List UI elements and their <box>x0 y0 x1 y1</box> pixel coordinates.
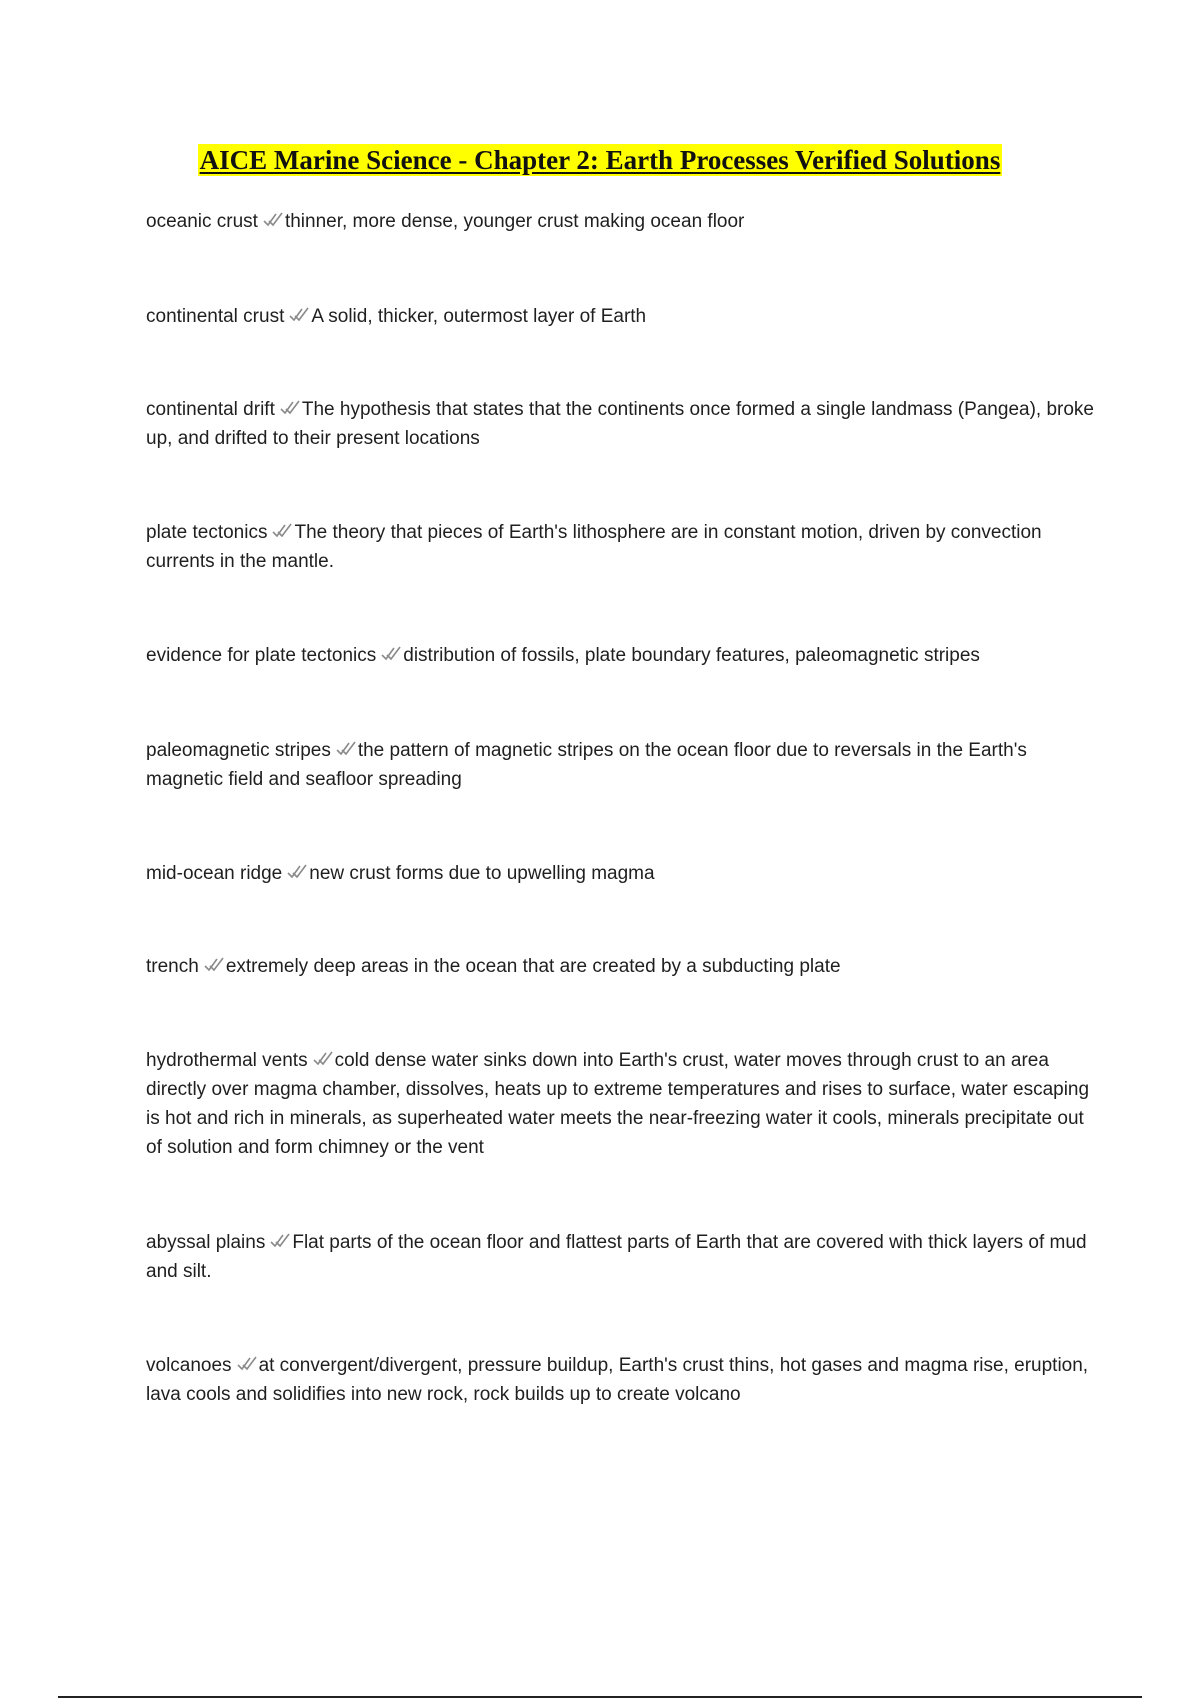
double-check-icon <box>312 1050 334 1068</box>
double-check-icon <box>279 399 301 417</box>
double-check-icon <box>335 740 357 758</box>
entry-volcanoes <box>146 1351 1096 1409</box>
entry-definition: The theory that pieces of Earth's lithosphere are in constant motion, driven by convection currents in the mantle. <box>146 522 1042 572</box>
footer-divider <box>58 1696 1142 1698</box>
title-container <box>0 144 1200 176</box>
double-check-icon <box>288 306 310 324</box>
entry-continental-crust <box>146 302 1096 331</box>
entry-abyssal-plains <box>146 1228 1096 1286</box>
entry-definition: distribution of fossils, plate boundary features, paleomagnetic stripes <box>403 645 980 666</box>
entry-term: continental crust <box>146 306 285 327</box>
entry-term: trench <box>146 956 199 977</box>
entry-plate-tectonics <box>146 518 1096 576</box>
entry-trench <box>146 952 1096 981</box>
entry-definition: the pattern of magnetic stripes on the ocean floor due to reversals in the Earth's magnetic field and seafloor spreading <box>146 740 1027 790</box>
entry-definition: thinner, more dense, younger crust making ocean floor <box>284 211 745 232</box>
entry-term: oceanic crust <box>146 211 258 232</box>
entry-oceanic-crust <box>146 207 1096 236</box>
entry-paleomagnetic-stripes <box>146 736 1096 794</box>
double-check-icon <box>203 956 225 974</box>
entry-definition: new crust forms due to upwelling magma <box>309 863 655 884</box>
double-check-icon <box>286 863 308 881</box>
double-check-icon <box>271 522 293 540</box>
entry-definition: extremely deep areas in the ocean that are created by a subducting plate <box>225 956 841 977</box>
entry-term: abyssal plains <box>146 1232 266 1253</box>
entry-hydrothermal-vents <box>146 1046 1096 1162</box>
entry-continental-drift <box>146 395 1096 453</box>
entry-definition: cold dense water sinks down into Earth's crust, water moves through crust to an area directly over magma chamber, dissolves, heats up to extreme temperatures and rises to surface, water escaping is hot and rich in minerals, as superheated water meets the near-freezing water it cools, minerals precipitate out of solution and form chimney or the vent <box>146 1050 1090 1158</box>
entry-term: evidence for plate tectonics <box>146 645 377 666</box>
entry-term: mid-ocean ridge <box>146 863 283 884</box>
entry-term: hydrothermal vents <box>146 1050 308 1071</box>
document-title: AICE Marine Science - Chapter 2: Earth Processes Verified Solutions <box>199 145 1001 175</box>
entry-term: plate tectonics <box>146 522 268 543</box>
entry-definition: Flat parts of the ocean floor and flattest parts of Earth that are covered with thick layers of mud and silt. <box>146 1232 1087 1282</box>
entry-term: paleomagnetic stripes <box>146 740 331 761</box>
entry-definition: The hypothesis that states that the continents once formed a single landmass (Pangea), broke up, and drifted to their present locations <box>146 399 1094 449</box>
double-check-icon <box>236 1355 258 1373</box>
entry-term: continental drift <box>146 399 275 420</box>
entry-definition: at convergent/divergent, pressure buildup, Earth's crust thins, hot gases and magma rise, eruption, lava cools and solidifies into new rock, rock builds up to create volcano <box>146 1355 1089 1405</box>
double-check-icon <box>269 1232 291 1250</box>
double-check-icon <box>262 211 284 229</box>
entry-term: volcanoes <box>146 1355 232 1376</box>
entry-definition: A solid, thicker, outermost layer of Earth <box>311 306 647 327</box>
entry-mid-ocean-ridge <box>146 859 1096 888</box>
entry-evidence-for-plate-tectonics <box>146 641 1096 670</box>
double-check-icon <box>380 645 402 663</box>
